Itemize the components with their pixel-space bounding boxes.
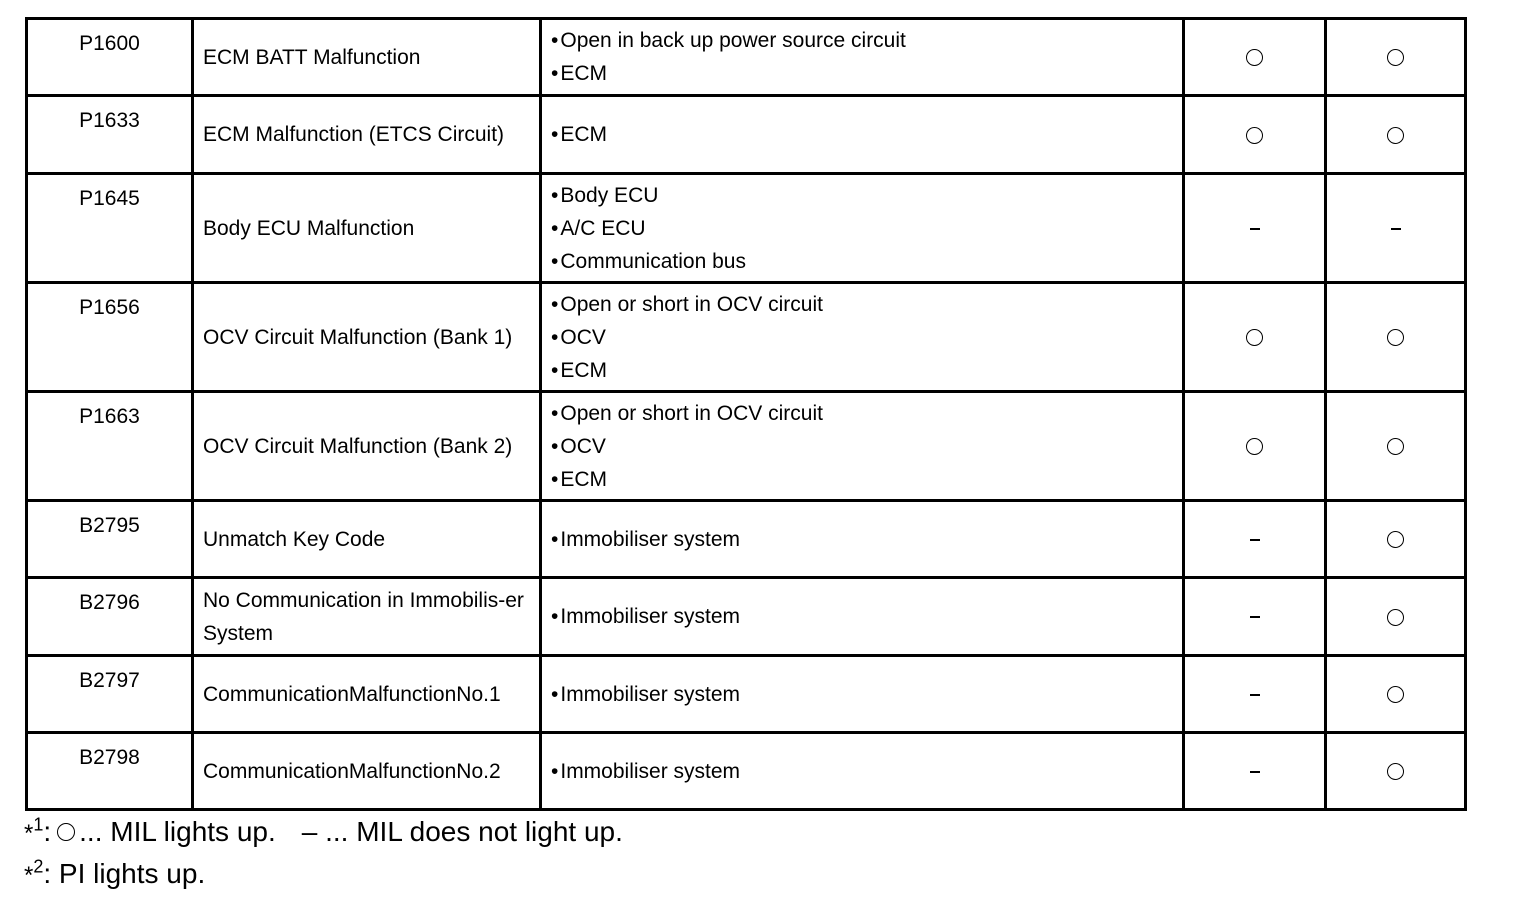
footnote-1-dash-text: – ... MIL does not light up. (301, 816, 623, 847)
trouble-area-item: • Immobiliser system (551, 678, 1182, 711)
trouble-area-item: • Communication bus (551, 245, 1182, 278)
dtc-cause-cell (541, 392, 1184, 501)
dash-icon (1250, 616, 1260, 618)
circle-icon (1387, 329, 1404, 346)
dash-icon (1250, 694, 1260, 696)
dtc-code-cell: P1600 (27, 19, 193, 96)
dtc-code-cell: P1656 (27, 283, 193, 392)
mil-indicator-cell (1184, 174, 1326, 283)
dtc-name-cell: ECM Malfunction (ETCS Circuit) (193, 96, 541, 174)
table-row (27, 656, 1466, 733)
circle-icon (1387, 686, 1404, 703)
circle-icon (1387, 438, 1404, 455)
dtc-name-cell: CommunicationMalfunctionNo.2 (193, 733, 541, 810)
circle-icon (1387, 763, 1404, 780)
dtc-name-cell: OCV Circuit Malfunction (Bank 1) (193, 283, 541, 392)
circle-icon (1246, 438, 1263, 455)
dash-icon (1391, 228, 1401, 230)
dtc-name-cell: Unmatch Key Code (193, 501, 541, 578)
mil-indicator-cell (1184, 392, 1326, 501)
circle-icon (1387, 609, 1404, 626)
footnotes (24, 812, 623, 896)
mil-indicator-cell (1184, 283, 1326, 392)
footnote-1-circle-text: ... MIL lights up. (79, 816, 276, 847)
dtc-name-cell: OCV Circuit Malfunction (Bank 2) (193, 392, 541, 501)
dtc-name-cell: ECM BATT Malfunction (193, 19, 541, 96)
dash-icon (1250, 539, 1260, 541)
circle-icon (1246, 127, 1263, 144)
trouble-area-item: • OCV (551, 430, 1182, 463)
mil-indicator-cell (1184, 733, 1326, 810)
trouble-area-item: • OCV (551, 321, 1182, 354)
circle-icon (1246, 49, 1263, 66)
pi-indicator-cell (1326, 19, 1466, 96)
trouble-area-item: • Body ECU (551, 179, 1182, 212)
table-row (27, 174, 1466, 283)
dtc-cause-cell (541, 174, 1184, 283)
trouble-area-item: • A/C ECU (551, 212, 1182, 245)
mil-indicator-cell (1184, 656, 1326, 733)
mil-indicator-cell (1184, 578, 1326, 656)
trouble-area-item: • Immobiliser system (551, 600, 1182, 633)
trouble-area-item: • Immobiliser system (551, 755, 1182, 788)
dtc-cause-cell (541, 578, 1184, 656)
dtc-table (25, 17, 1467, 811)
pi-indicator-cell (1326, 174, 1466, 283)
footnote-2-text: : PI lights up. (43, 858, 206, 889)
dtc-code-cell: B2797 (27, 656, 193, 733)
table-row (27, 578, 1466, 656)
footnote-1-number: 1 (33, 814, 44, 835)
trouble-area-item: • ECM (551, 57, 1182, 90)
dash-icon (1250, 228, 1260, 230)
dtc-cause-cell (541, 283, 1184, 392)
mil-indicator-cell (1184, 501, 1326, 578)
dash-icon (1250, 771, 1260, 773)
trouble-area-item: • ECM (551, 463, 1182, 496)
footnote-1-colon: : (43, 816, 52, 847)
footnote-2-number: 2 (33, 856, 44, 877)
dtc-cause-cell (541, 656, 1184, 733)
footnote-2 (24, 854, 623, 896)
table-row (27, 96, 1466, 174)
trouble-area-item: • Immobiliser system (551, 523, 1182, 556)
trouble-area-item: • Open in back up power source circuit (551, 24, 1182, 57)
dtc-name-cell: Body ECU Malfunction (193, 174, 541, 283)
table-row (27, 19, 1466, 96)
pi-indicator-cell (1326, 733, 1466, 810)
trouble-area-item: • Open or short in OCV circuit (551, 397, 1182, 430)
dtc-code-cell: B2796 (27, 578, 193, 656)
dtc-cause-cell (541, 96, 1184, 174)
pi-indicator-cell (1326, 656, 1466, 733)
dtc-cause-cell (541, 501, 1184, 578)
mil-indicator-cell (1184, 96, 1326, 174)
circle-icon (1246, 329, 1263, 346)
circle-icon (1387, 127, 1404, 144)
table-row (27, 283, 1466, 392)
trouble-area-item: • ECM (551, 354, 1182, 387)
mil-indicator-cell (1184, 19, 1326, 96)
pi-indicator-cell (1326, 578, 1466, 656)
dtc-cause-cell (541, 733, 1184, 810)
circle-icon (1387, 531, 1404, 548)
dtc-code-cell: P1633 (27, 96, 193, 174)
dtc-name-cell: No Communication in Immobilis-er System (193, 578, 541, 656)
trouble-area-item: • ECM (551, 118, 1182, 151)
table-row (27, 733, 1466, 810)
dtc-code-cell: P1663 (27, 392, 193, 501)
dtc-code-cell: P1645 (27, 174, 193, 283)
pi-indicator-cell (1326, 283, 1466, 392)
pi-indicator-cell (1326, 501, 1466, 578)
dtc-name-cell: CommunicationMalfunctionNo.1 (193, 656, 541, 733)
circle-icon (57, 823, 75, 841)
dtc-table-body (27, 19, 1466, 810)
dtc-cause-cell (541, 19, 1184, 96)
footnote-2-star: * (24, 862, 34, 889)
dtc-code-cell: B2795 (27, 501, 193, 578)
circle-icon (1387, 49, 1404, 66)
pi-indicator-cell (1326, 96, 1466, 174)
dtc-code-cell: B2798 (27, 733, 193, 810)
trouble-area-item: • Open or short in OCV circuit (551, 288, 1182, 321)
table-row (27, 392, 1466, 501)
footnote-1-star: * (24, 820, 34, 847)
pi-indicator-cell (1326, 392, 1466, 501)
table-row (27, 501, 1466, 578)
footnote-1 (24, 812, 623, 854)
